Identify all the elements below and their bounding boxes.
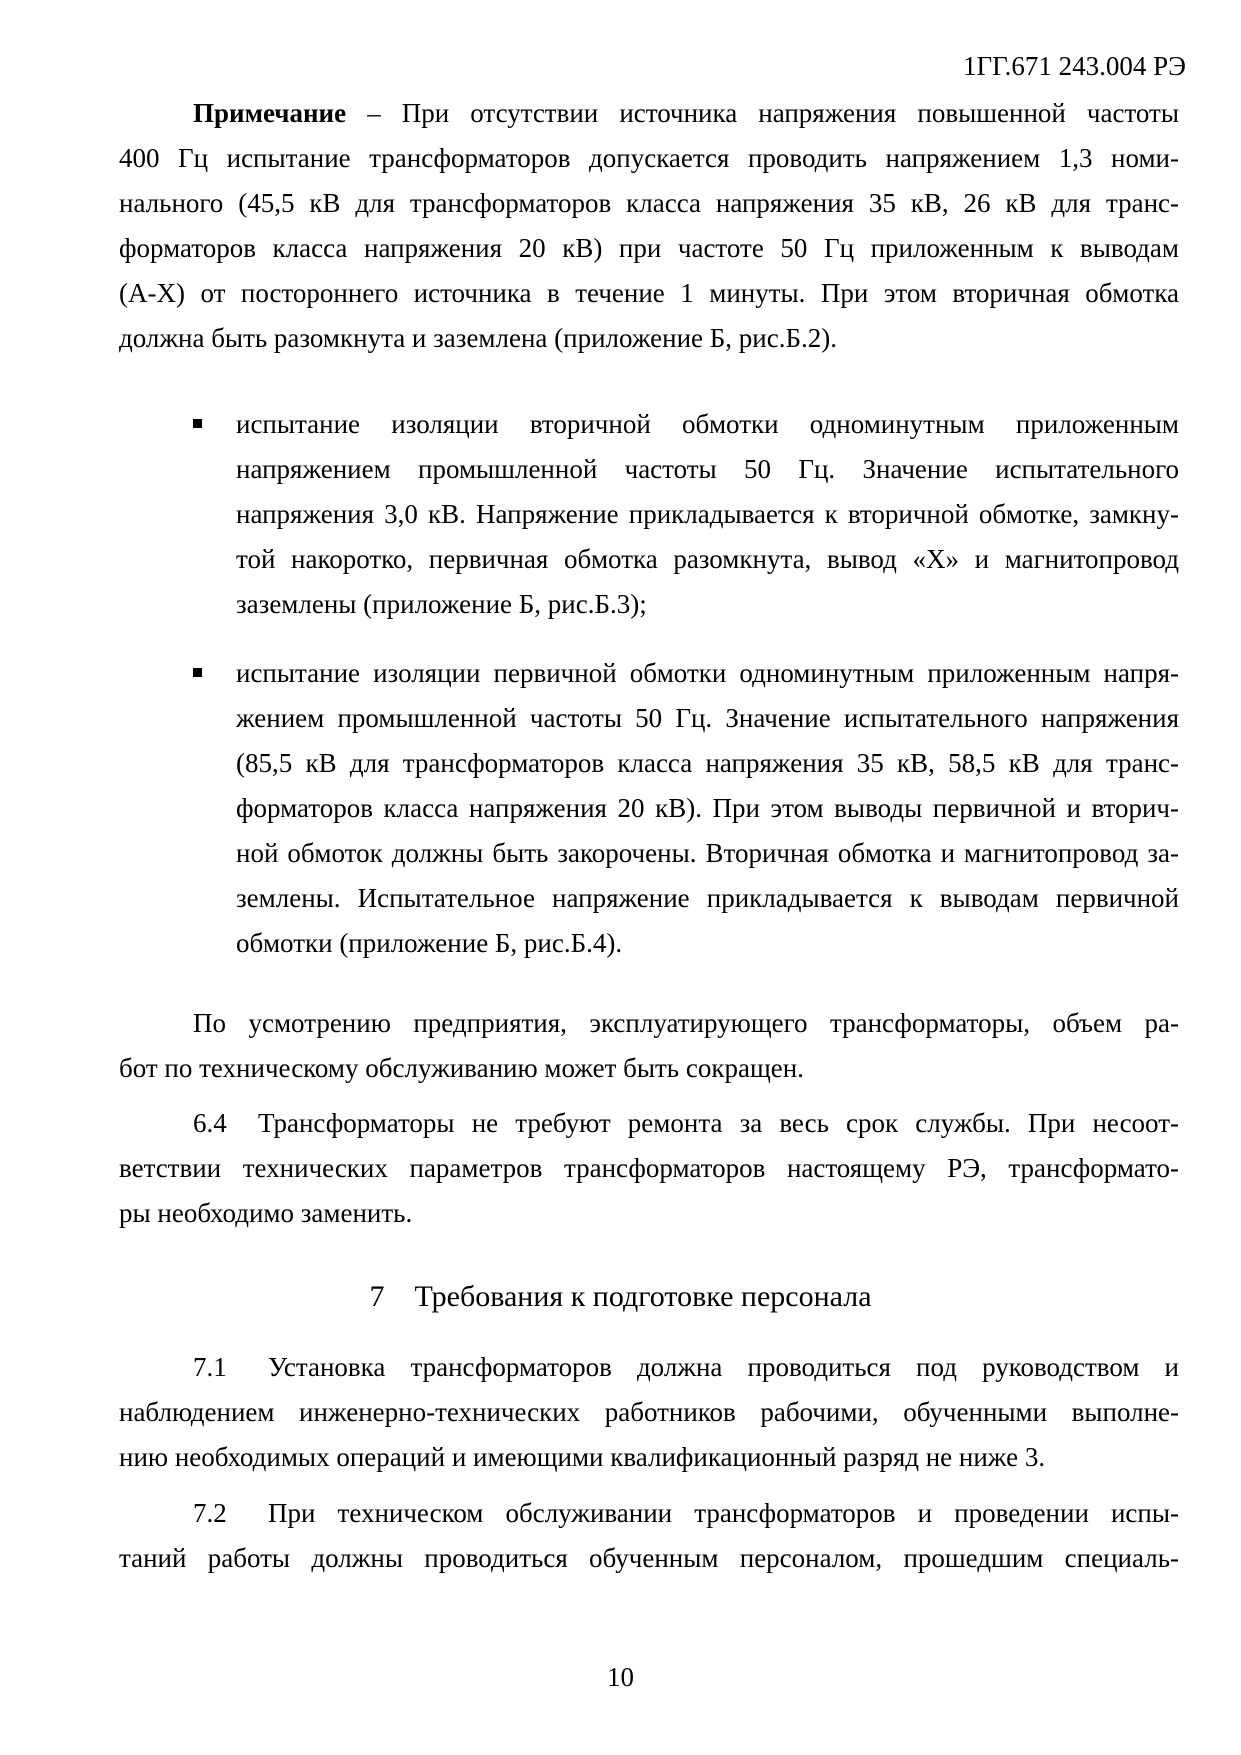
bullet-line: форматоров класса напряжения 20 кВ). При этом выводы первичной и вторич-: [236, 793, 1179, 823]
bullet-line: (85,5 кВ для трансформаторов класса напряжения 35 кВ, 58,5 кВ для транс-: [236, 748, 1179, 778]
clause-line: ветствии технических параметров трансформаторов настоящему РЭ, трансформато-: [119, 1153, 1179, 1183]
clause-number: 7.2: [193, 1498, 227, 1528]
clause-line: таний работы должны проводиться обученным персоналом, прошедшим специаль-: [119, 1543, 1179, 1573]
note-line: нального (45,5 кВ для трансформаторов класса напряжения 35 кВ, 26 кВ для транс-: [119, 188, 1179, 218]
page-number: 10: [607, 1662, 634, 1692]
clause-line: наблюдением инженерно-технических работников рабочими, обученными выполне-: [119, 1397, 1179, 1427]
section-number: 7: [369, 1280, 385, 1313]
bullet-line: той накоротко, первичная обмотка разомкнута, вывод «Х» и магнитопровод: [236, 544, 1179, 574]
bullet-line: жением промышленной частоты 50 Гц. Значение испытательного напряжения: [236, 703, 1179, 733]
bullet-line: обмотки (приложение Б, рис.Б.4).: [236, 928, 623, 958]
section-heading: [0, 1281, 1241, 1313]
clause-line: нию необходимых операций и имеющими квалификационный разряд не ниже 3.: [119, 1442, 1046, 1472]
clause-number: 6.4: [193, 1108, 227, 1138]
clause-line: Установка трансформаторов должна проводиться под руководством и: [268, 1352, 1179, 1382]
note-line: 400 Гц испытание трансформаторов допускается проводить напряжением 1,3 номи-: [119, 143, 1179, 173]
clause-line: Трансформаторы не требуют ремонта за весь срок службы. При несоот-: [258, 1108, 1179, 1138]
bullet-line: ной обмоток должны быть закорочены. Вторичная обмотка и магнитопровод за-: [236, 838, 1179, 868]
paragraph-line: По усмотрению предприятия, эксплуатирующего трансформаторы, объем ра-: [193, 1008, 1179, 1038]
bullet-line: напряжением промышленной частоты 50 Гц. Значение испытательного: [236, 454, 1179, 484]
paragraph-line: бот по техническому обслуживанию может быть сокращен.: [119, 1053, 804, 1083]
bullet-line: землены. Испытательное напряжение прикладывается к выводам первичной: [236, 883, 1179, 913]
document-code: 1ГГ.671 243.004 РЭ: [962, 51, 1186, 81]
bullet-line: испытание изоляции вторичной обмотки одноминутным приложенным: [236, 409, 1179, 439]
bullet-line: испытание изоляции первичной обмотки одноминутным приложенным напря-: [236, 658, 1179, 688]
clause-line: ры необходимо заменить.: [119, 1198, 413, 1228]
clause-line: При техническом обслуживании трансформаторов и проведении испы-: [268, 1498, 1179, 1528]
bullet-line: заземлены (приложение Б, рис.Б.3);: [236, 589, 647, 619]
bullet-line: напряжения 3,0 кВ. Напряжение прикладывается к вторичной обмотке, замкну-: [236, 499, 1179, 529]
bullet-marker: [193, 668, 202, 677]
bullet-marker: [193, 419, 202, 428]
clause-number: 7.1: [193, 1352, 227, 1382]
note-line: – При отсутствии источника напряжения повышенной частоты: [367, 98, 1179, 128]
note-line: форматоров класса напряжения 20 кВ) при частоте 50 Гц приложенным к выводам: [119, 233, 1179, 263]
note-first-line: [193, 97, 1179, 129]
note-label: Примечание: [193, 98, 347, 128]
note-line: должна быть разомкнута и заземлена (приложение Б, рис.Б.2).: [119, 323, 837, 353]
section-title: Требования к подготовке персонала: [414, 1280, 872, 1313]
note-line: (А-Х) от постороннего источника в течение 1 минуты. При этом вторичная обмотка: [119, 278, 1179, 308]
